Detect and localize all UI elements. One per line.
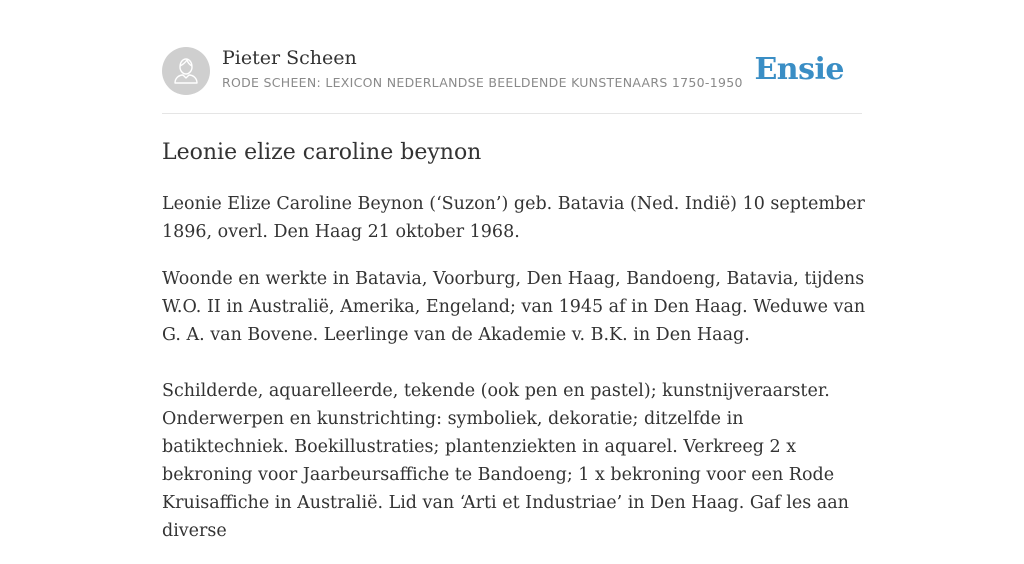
paragraph-work: Schilderde, aquarelleerde, tekende (ook pen en pastel); kunstnijveraarster. Onderwerpen en kunstrichting: symboliek, dekoratie; ditzelfde in batiktechniek. Boekillustraties; plantenziekten in aquarel. Verkreeg 2 x bekroning voor Jaarbeursaffiche te Bandoeng; 1 x bekroning voor een Rode Kruisaffiche in Australië. Lid van ‘Arti et Industriae’ in Den Haag. Gaf les aan diverse	[162, 381, 849, 541]
article-title: Leonie elize caroline beynon	[162, 140, 482, 165]
paragraph-birth-death: Leonie Elize Caroline Beynon (‘Suzon’) geb. Batavia (Ned. Indië) 10 september 1896, overl. Den Haag 21 oktober 1968.	[162, 194, 865, 242]
user-silhouette-icon	[162, 47, 210, 95]
article-body	[162, 190, 866, 564]
page-container	[162, 0, 866, 541]
paragraph-residence: Woonde en werkte in Batavia, Voorburg, Den Haag, Bandoeng, Batavia, tijdens W.O. II in Australië, Amerika, Engeland; van 1945 af in Den Haag. Weduwe van G. A. van Bovene. Leerlinge van de Akademie v. B.K. in Den Haag.	[162, 269, 866, 345]
ensie-logo[interactable]: Ensie	[754, 52, 844, 87]
source-publication[interactable]: RODE SCHEEN: LEXICON NEDERLANDSE BEELDENDE KUNSTENAARS 1750-1950	[222, 75, 743, 90]
author-avatar[interactable]	[162, 47, 210, 95]
page-header	[162, 0, 862, 114]
author-name[interactable]: Pieter Scheen	[222, 47, 357, 69]
